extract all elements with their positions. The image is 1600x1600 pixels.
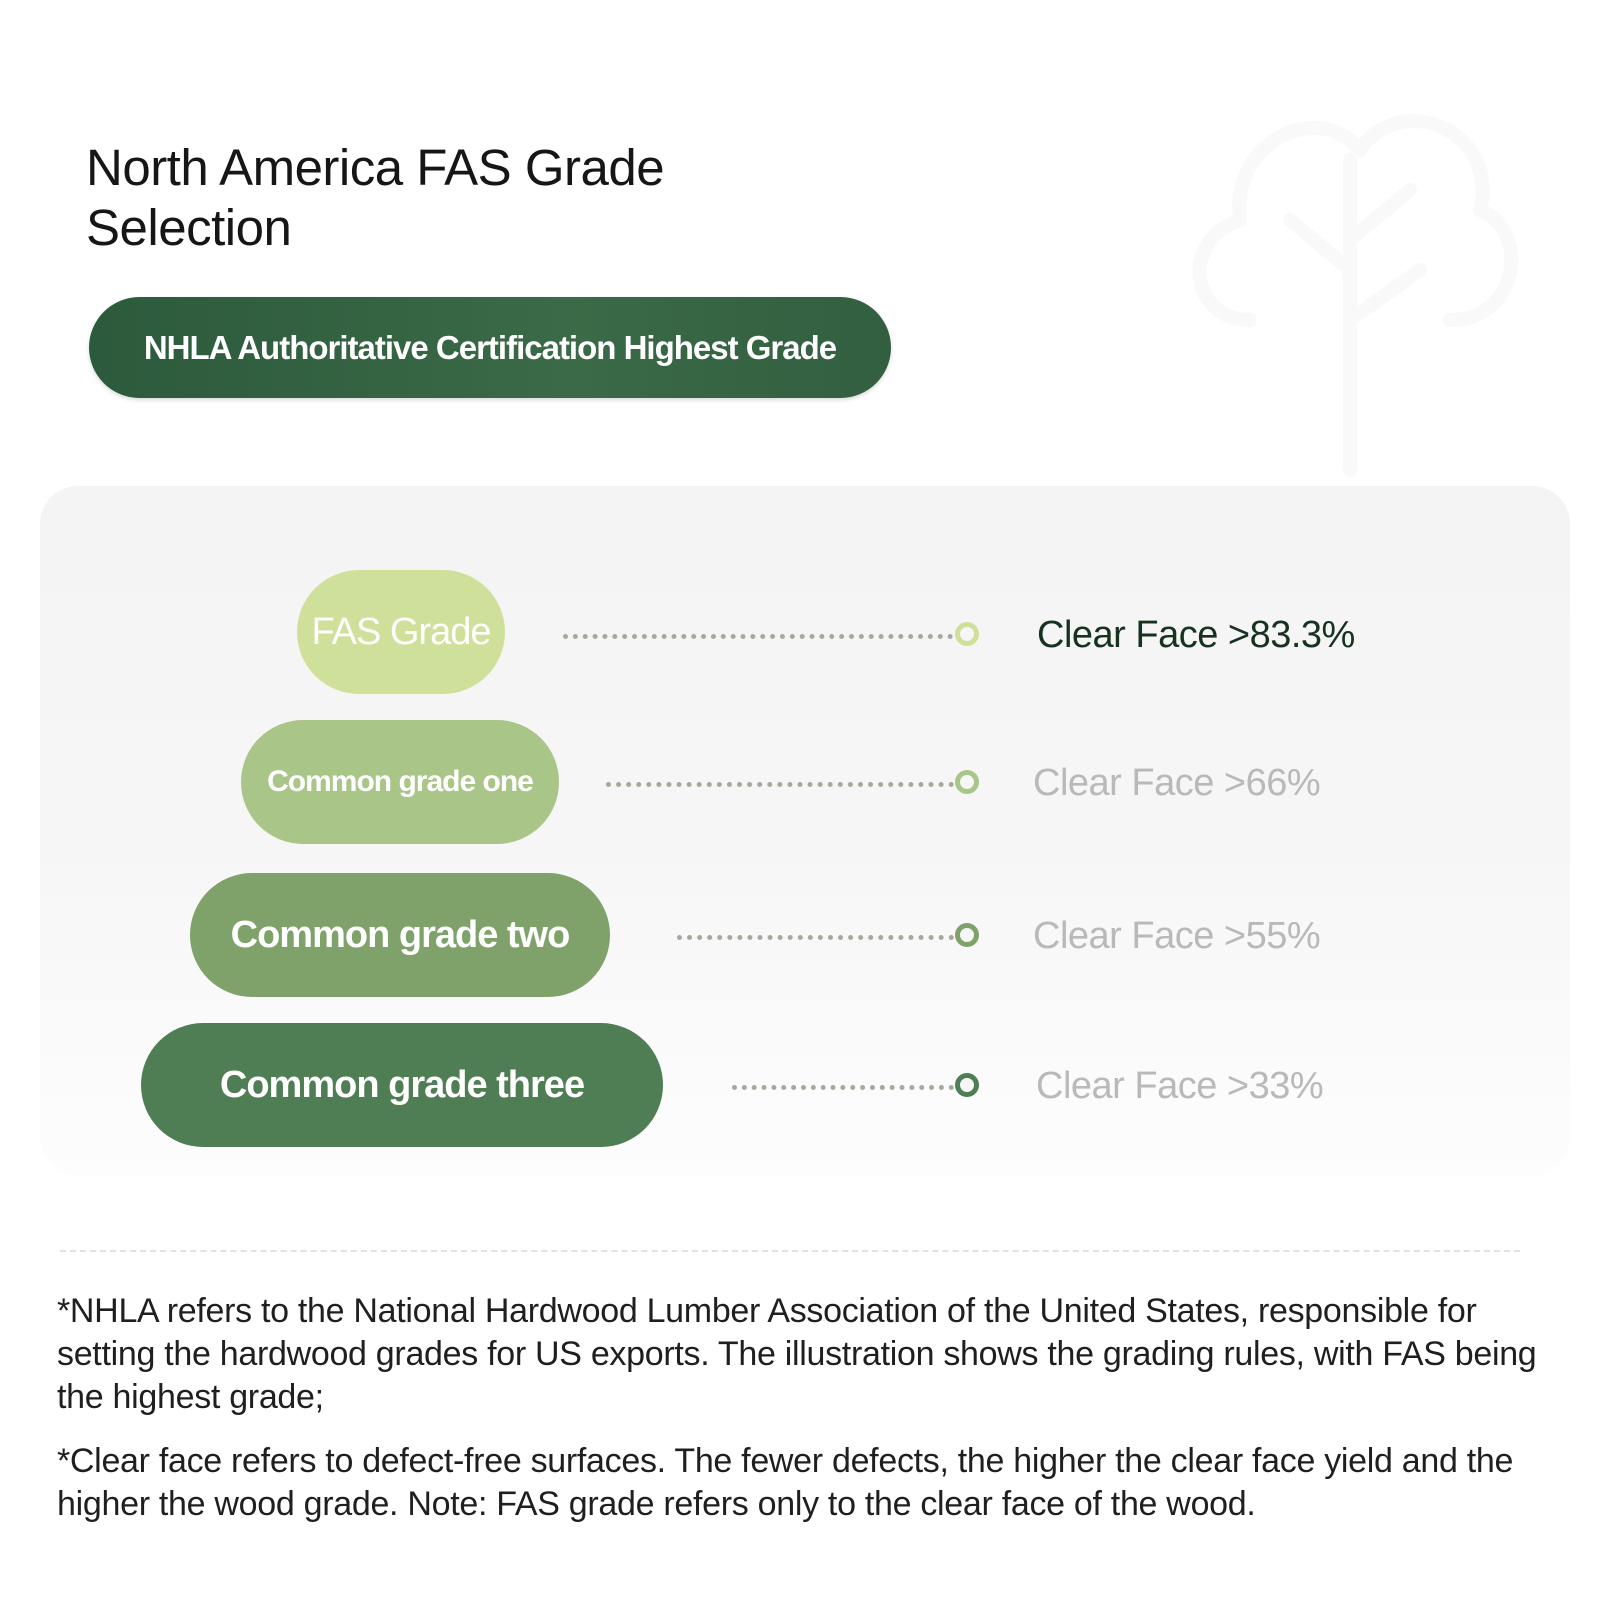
grade-pill-common-three (141, 1023, 663, 1147)
grade-row-common-two (0, 873, 1600, 1003)
tree-icon (1170, 70, 1530, 490)
grade-label: Common grade one (267, 765, 533, 798)
clear-face-value: Clear Face >33% (1036, 1065, 1324, 1107)
dotted-connector (677, 935, 954, 940)
grade-label: Common grade three (219, 1063, 585, 1106)
dotted-connector (732, 1085, 954, 1090)
grade-row-common-three (0, 1023, 1600, 1153)
grade-row-common-one (0, 720, 1600, 850)
certification-banner-label: NHLA Authoritative Certification Highest Grade (143, 328, 837, 366)
dotted-connector (563, 634, 953, 639)
footnote-nhla: *NHLA refers to the National Hardwood Lumber Association of the United States, responsible for setting the hardwood grades for US exports. The illustration shows the grading rules, with FAS being the highest grade; (57, 1292, 1537, 1416)
grade-row-fas (0, 570, 1600, 700)
ring-icon (955, 770, 979, 794)
clear-face-value: Clear Face >83.3% (1037, 614, 1355, 656)
dashed-divider (60, 1250, 1520, 1252)
ring-icon (955, 923, 979, 947)
certification-banner (89, 297, 891, 398)
grade-pill-common-one (241, 720, 559, 844)
ring-icon (955, 622, 979, 646)
ring-icon (955, 1073, 979, 1097)
grade-label: Common grade two (230, 913, 570, 956)
grade-pill-common-two (190, 873, 610, 997)
dotted-connector (606, 782, 954, 787)
grade-label: FAS Grade (311, 610, 491, 653)
page-title: North America FAS Grade Selection (86, 139, 665, 256)
clear-face-value: Clear Face >55% (1033, 915, 1321, 957)
clear-face-value: Clear Face >66% (1033, 762, 1321, 804)
grade-pill-fas (297, 570, 505, 694)
footnote-clear-face: *Clear face refers to defect-free surfaces. The fewer defects, the higher the clear face yield and the higher the wood grade. Note: FAS grade refers only to the clear face of the wood. (57, 1442, 1514, 1523)
